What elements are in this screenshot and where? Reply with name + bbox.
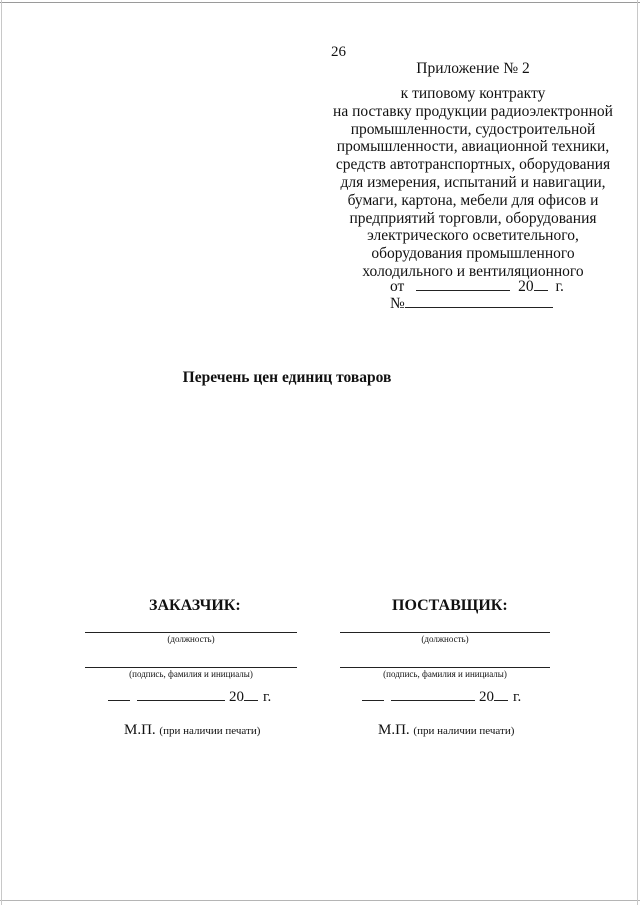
- year-suffix: г.: [555, 278, 564, 295]
- stamp-note: (при наличии печати): [159, 725, 261, 737]
- year-prefix: 20: [229, 689, 244, 705]
- supplier-signature-caption: (подпись, фамилия и инициалы): [383, 669, 507, 679]
- year-prefix: 20: [479, 689, 494, 705]
- customer-signature-caption: (подпись, фамилия и инициалы): [129, 669, 253, 679]
- year-suffix: г.: [263, 689, 272, 705]
- customer-stamp: [124, 722, 260, 739]
- annex-title: Приложение № 2: [416, 60, 530, 77]
- annex-line: на поставку продукции радиоэлектронной: [333, 102, 613, 120]
- annex-header: [300, 60, 640, 281]
- supplier-position-caption: (должность): [421, 634, 469, 644]
- customer-position-line: [85, 632, 297, 633]
- annex-line: промышленности, судостроительной: [350, 120, 596, 138]
- month-blank: [137, 686, 225, 701]
- day-blank: [362, 686, 384, 701]
- day-blank: [108, 686, 130, 701]
- annex-line: бумаги, картона, мебели для офисов и: [347, 191, 599, 209]
- customer-signature-line: [85, 667, 297, 668]
- scan-top-edge: [0, 2, 640, 3]
- annex-line: холодильного и вентиляционного: [362, 262, 584, 280]
- annex-line: предприятий торговли, оборудования: [349, 209, 597, 227]
- date-blank: [416, 276, 510, 291]
- supplier-signature-line: [340, 667, 550, 668]
- supplier-date-row: [362, 686, 521, 706]
- year-blank: [494, 686, 508, 701]
- supplier-stamp: [378, 722, 514, 739]
- year-blank: [534, 276, 548, 291]
- contract-number-row: [390, 293, 553, 313]
- annex-line: средств автотранспортных, оборудования: [335, 156, 611, 174]
- stamp-label: М.П.: [124, 722, 156, 738]
- customer-position-caption: (должность): [167, 634, 215, 644]
- scan-left-edge: [1, 0, 2, 905]
- from-label: от: [390, 278, 405, 295]
- supplier-title: ПОСТАВЩИК:: [392, 597, 508, 614]
- month-blank: [391, 686, 475, 701]
- annex-line: к типовому контракту: [400, 85, 546, 102]
- annex-line: электрического осветительного,: [367, 227, 579, 245]
- year-prefix: 20: [518, 278, 534, 295]
- customer-date-row: [108, 686, 271, 706]
- annex-line: промышленности, авиационной техники,: [336, 138, 610, 156]
- year-suffix: г.: [513, 689, 522, 705]
- customer-title: ЗАКАЗЧИК:: [149, 597, 241, 614]
- number-sign: №: [390, 295, 405, 312]
- supplier-position-line: [340, 632, 550, 633]
- year-blank: [244, 686, 258, 701]
- annex-line: для измерения, испытаний и навигации,: [340, 173, 606, 191]
- number-blank: [405, 293, 553, 308]
- stamp-label: М.П.: [378, 722, 410, 738]
- annex-line: оборудования промышленного: [371, 245, 575, 263]
- document-title: Перечень цен единиц товаров: [182, 369, 392, 386]
- page-number: 26: [331, 44, 346, 60]
- scan-bottom-edge: [0, 900, 640, 901]
- stamp-note: (при наличии печати): [413, 725, 515, 737]
